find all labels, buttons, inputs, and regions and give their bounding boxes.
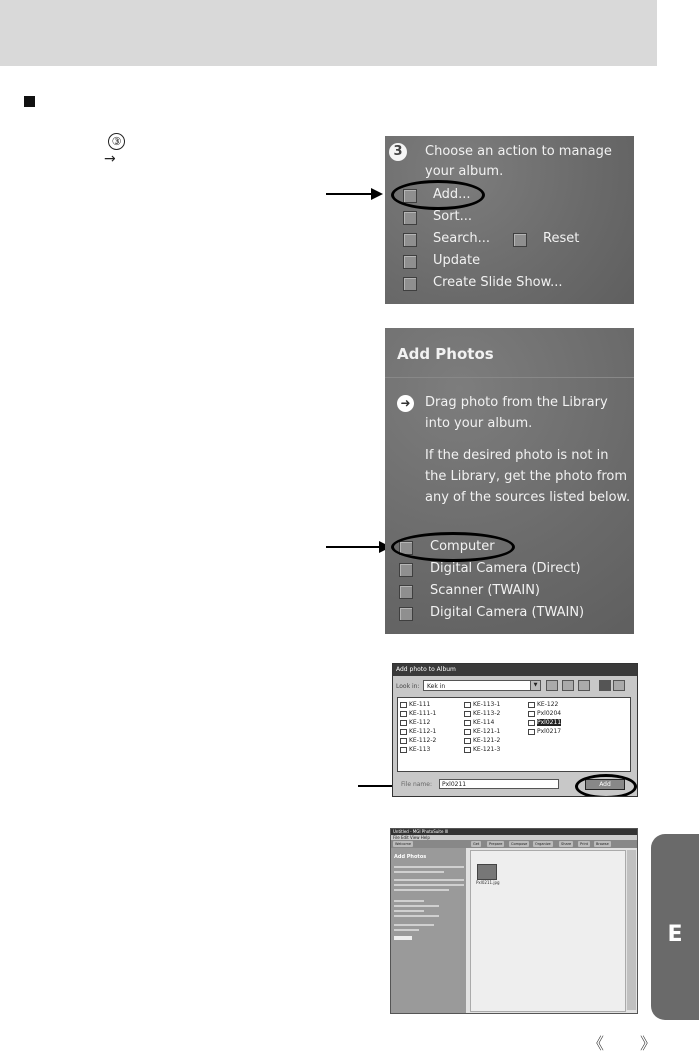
action-create-slide-show[interactable]: Create Slide Show...: [433, 275, 563, 290]
bracket-right: 》: [640, 1034, 693, 1053]
sidebar-text-line: [394, 879, 464, 881]
album-workspace: [470, 850, 626, 1012]
desktop-icon[interactable]: [578, 680, 590, 691]
file-name: KE-121-1: [473, 728, 501, 735]
bracket-left: 《: [588, 1034, 641, 1053]
list-item[interactable]: [528, 728, 561, 736]
folder-icon: [464, 738, 471, 744]
action-update[interactable]: Update: [433, 253, 481, 268]
folder-icon: [400, 720, 407, 726]
add-photos-note: If the desired photo is not in the Library, get the photo from any of the sources listed below.: [425, 448, 631, 505]
arrow-right-icon: →: [104, 151, 116, 167]
add-photo-dialog: [392, 663, 638, 797]
app-tab-bar: [391, 840, 637, 848]
list-item[interactable]: [400, 737, 436, 745]
source-digital-camera-direct[interactable]: Digital Camera (Direct): [430, 561, 581, 576]
chapter-letter: E: [667, 922, 683, 947]
image-file-icon: [528, 711, 535, 717]
folder-icon: [464, 729, 471, 735]
photosuite-window: [390, 828, 638, 1014]
highlight-oval-computer: [391, 532, 515, 562]
list-item[interactable]: [400, 746, 430, 754]
sidebar-text-line: [394, 929, 419, 931]
camera-direct-checkbox[interactable]: [399, 563, 413, 577]
file-name: KE-122: [537, 701, 559, 708]
sidebar-text-line: [394, 900, 424, 902]
tab-browse[interactable]: Browse: [596, 842, 609, 846]
app-title-bar: Untitled - MGI PhotoSuite III: [391, 829, 637, 835]
source-digital-camera-twain[interactable]: Digital Camera (TWAIN): [430, 605, 585, 620]
add-photos-title: Add Photos: [397, 345, 494, 363]
list-item-selected[interactable]: [528, 719, 561, 727]
add-photos-instruction: Drag photo from the Library into your album.: [425, 395, 608, 431]
file-name: KE-121-3: [473, 746, 501, 753]
file-name-label: File name:: [401, 781, 432, 788]
pointer-arrow-computer: [326, 546, 388, 548]
tab-compose[interactable]: Compose: [511, 842, 528, 846]
list-item[interactable]: [464, 728, 500, 736]
sidebar-text-line: [394, 924, 434, 926]
file-list: [397, 697, 631, 772]
sidebar-text-line: [394, 889, 449, 891]
sidebar-text-line: [394, 884, 464, 886]
sidebar-text-line: [394, 866, 464, 868]
action-sort[interactable]: Sort...: [433, 209, 473, 224]
chevron-down-icon[interactable]: ▼: [530, 681, 540, 690]
pointer-arrow-add: [326, 193, 380, 195]
list-item[interactable]: [400, 719, 430, 727]
folder-icon: [400, 747, 407, 753]
photo-thumbnail[interactable]: [477, 864, 497, 880]
search-checkbox[interactable]: [403, 233, 417, 247]
file-name: Pxl0204: [537, 710, 562, 717]
highlight-oval-add: [391, 180, 485, 210]
app-right-panel: [627, 850, 636, 1010]
action-reset[interactable]: Reset: [543, 231, 580, 246]
app-menu-bar: File Edit View Help: [391, 835, 637, 840]
section-bullet-icon: [24, 96, 35, 107]
actions-heading-line1: Choose an action to manage: [425, 144, 612, 159]
reset-checkbox[interactable]: [513, 233, 527, 247]
dialog-title: Add photo to Album: [393, 664, 637, 676]
tab-get[interactable]: Get: [473, 842, 480, 846]
folder-icon: [464, 711, 471, 717]
sidebar-text-line: [394, 910, 424, 912]
file-name: Pxl0217: [537, 728, 562, 735]
tab-print[interactable]: Print: [580, 842, 589, 846]
image-file-icon: [528, 729, 535, 735]
file-name: KE-113-1: [473, 701, 501, 708]
add-photos-panel: [385, 328, 634, 634]
list-item[interactable]: [528, 710, 561, 718]
image-file-icon: [528, 720, 535, 726]
actions-heading-line2: your album.: [425, 164, 504, 179]
new-folder-icon[interactable]: [562, 680, 574, 691]
list-item[interactable]: [528, 701, 558, 709]
arrow-circle-icon: ➜: [397, 395, 414, 412]
folder-icon: [528, 702, 535, 708]
list-item[interactable]: [464, 701, 500, 709]
sidebar-heading: Add Photos: [394, 854, 427, 860]
folder-icon: [400, 711, 407, 717]
page-number-brackets: [588, 1031, 692, 1054]
list-item[interactable]: [464, 719, 494, 727]
file-name: KE-113: [409, 746, 431, 753]
thumbnail-label: Pxl0211.jpg: [476, 880, 500, 885]
file-name-field[interactable]: Pxl0211: [439, 779, 559, 789]
look-in-dropdown[interactable]: [423, 680, 541, 691]
list-view-icon[interactable]: [599, 680, 611, 691]
add-button[interactable]: Add: [585, 779, 625, 790]
highlight-oval-add-button: [575, 774, 637, 797]
slideshow-checkbox[interactable]: [403, 277, 417, 291]
list-item[interactable]: [400, 710, 436, 718]
folder-icon: [400, 738, 407, 744]
folder-icon: [464, 747, 471, 753]
file-name: KE-112: [409, 719, 431, 726]
up-folder-icon[interactable]: [546, 680, 558, 691]
album-actions-panel: [385, 136, 634, 304]
look-in-value: Kek in: [427, 683, 446, 690]
step-3-badge: 3: [389, 143, 407, 161]
folder-icon: [464, 720, 471, 726]
folder-icon: [464, 702, 471, 708]
list-item[interactable]: [464, 737, 500, 745]
tab-share[interactable]: Share: [561, 842, 572, 846]
file-name: KE-114: [473, 719, 495, 726]
scanner-checkbox[interactable]: [399, 585, 413, 599]
file-name: KE-121-2: [473, 737, 501, 744]
step-number-marker: ③: [108, 133, 125, 150]
list-item[interactable]: [464, 746, 500, 754]
action-add[interactable]: Add...: [433, 187, 471, 202]
source-scanner-twain[interactable]: Scanner (TWAIN): [430, 583, 540, 598]
tab-organize[interactable]: Organize: [535, 842, 551, 846]
panel-divider: [385, 377, 634, 378]
camera-twain-checkbox[interactable]: [399, 607, 413, 621]
source-computer[interactable]: Computer: [430, 539, 495, 554]
folder-icon: [400, 702, 407, 708]
sort-checkbox[interactable]: [403, 211, 417, 225]
action-search[interactable]: Search...: [433, 231, 491, 246]
sidebar-text-line: [394, 871, 444, 873]
file-name: KE-113-2: [473, 710, 501, 717]
file-name: KE-111: [409, 701, 431, 708]
tab-welcome[interactable]: Welcome: [395, 842, 412, 846]
page-header-band: [0, 0, 657, 66]
sidebar-text-line: [394, 905, 439, 907]
folder-icon: [400, 729, 407, 735]
look-in-label: Look in:: [396, 683, 420, 690]
sidebar-button[interactable]: [394, 936, 412, 940]
list-item[interactable]: [400, 701, 430, 709]
update-checkbox[interactable]: [403, 255, 417, 269]
list-item[interactable]: [400, 728, 436, 736]
file-name: KE-111-1: [409, 710, 437, 717]
chapter-side-tab: [651, 834, 699, 1020]
file-name: KE-112-1: [409, 728, 437, 735]
file-name: KE-112-2: [409, 737, 437, 744]
sidebar-text-line: [394, 915, 439, 917]
list-item[interactable]: [464, 710, 500, 718]
tab-prepare[interactable]: Prepare: [489, 842, 503, 846]
details-view-icon[interactable]: [613, 680, 625, 691]
file-name: Pxl0211: [537, 719, 562, 726]
app-sidebar: [391, 848, 466, 1013]
